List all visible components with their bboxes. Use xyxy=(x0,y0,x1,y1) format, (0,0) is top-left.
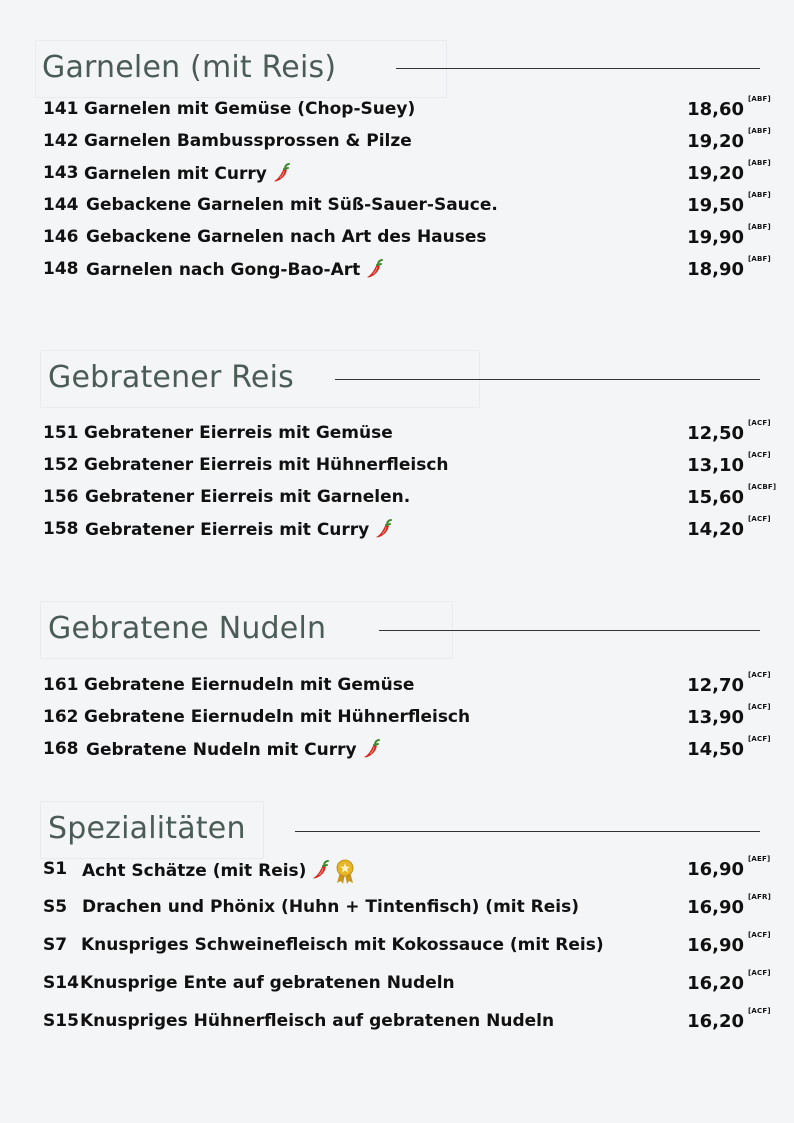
item-name: Gebratene Eiernudeln mit Hühnerfleisch xyxy=(84,707,471,727)
item-name-group xyxy=(84,423,393,443)
allergen-code: [AEF] xyxy=(748,855,771,863)
item-number: 143 xyxy=(43,163,79,183)
section-divider xyxy=(295,831,760,832)
item-name: Gebratener Eierreis mit Curry xyxy=(85,520,370,540)
menu-item xyxy=(43,703,778,731)
item-number: 148 xyxy=(43,259,79,279)
item-price: 13,90 xyxy=(687,707,744,728)
item-number: 162 xyxy=(43,707,79,727)
menu-item xyxy=(43,191,778,219)
item-name: Gebratener Eierreis mit Hühnerfleisch xyxy=(84,455,449,475)
item-name-group xyxy=(85,519,393,540)
item-price: 18,90 xyxy=(687,259,744,280)
item-number: 142 xyxy=(43,131,79,151)
item-number: S5 xyxy=(43,897,68,917)
item-price: 14,20 xyxy=(687,519,744,540)
menu-item xyxy=(43,95,778,123)
allergen-code: [ACF] xyxy=(748,931,771,939)
chili-pepper-icon xyxy=(312,860,330,880)
item-price: 19,50 xyxy=(687,195,744,216)
item-price: 12,50 xyxy=(687,423,744,444)
item-name: Gebratener Eierreis mit Garnelen. xyxy=(85,487,411,507)
item-price: 16,20 xyxy=(687,1011,744,1032)
allergen-code: [ACF] xyxy=(748,671,771,679)
allergen-code: [ACF] xyxy=(748,451,771,459)
item-name-group xyxy=(84,131,412,151)
menu-item xyxy=(43,483,778,511)
item-name-group xyxy=(84,707,470,727)
item-name-group xyxy=(84,455,449,475)
allergen-code: [ACF] xyxy=(748,969,771,977)
item-number: 156 xyxy=(43,487,79,507)
section-title: Spezialitäten xyxy=(48,811,246,846)
item-name-group xyxy=(80,973,455,993)
item-name: Knuspriges Hühnerfleisch auf gebratenen Nudeln xyxy=(80,1011,555,1031)
allergen-code: [ABF] xyxy=(748,223,771,231)
item-number: 168 xyxy=(43,739,79,759)
allergen-code: [ABF] xyxy=(748,159,771,167)
menu-item xyxy=(43,735,778,763)
item-name: Gebackene Garnelen nach Art des Hauses xyxy=(86,227,487,247)
section-title: Garnelen (mit Reis) xyxy=(42,50,337,85)
chili-pepper-icon xyxy=(375,519,393,539)
item-name-group xyxy=(82,859,356,885)
allergen-code: [ACF] xyxy=(748,419,771,427)
item-price: 18,60 xyxy=(687,99,744,120)
chili-pepper-icon xyxy=(273,163,291,183)
item-name: Garnelen mit Curry xyxy=(84,164,267,184)
chili-pepper-icon xyxy=(363,739,381,759)
item-number: 144 xyxy=(43,195,79,215)
allergen-code: [ACBF] xyxy=(748,483,777,491)
section-divider xyxy=(396,68,760,69)
item-name: Gebratene Nudeln mit Curry xyxy=(86,740,357,760)
item-name: Garnelen mit Gemüse (Chop-Suey) xyxy=(84,99,416,119)
item-number: 161 xyxy=(43,675,79,695)
item-name: Gebackene Garnelen mit Süß-Sauer-Sauce. xyxy=(86,195,498,215)
menu-item xyxy=(43,931,778,959)
item-name-group xyxy=(84,163,291,184)
item-price: 16,20 xyxy=(687,973,744,994)
menu-item xyxy=(43,451,778,479)
menu-item xyxy=(43,159,778,187)
item-name: Knuspriges Schweinefleisch mit Kokossauce (mit Reis) xyxy=(81,935,604,955)
item-number: S7 xyxy=(43,935,68,955)
section-title: Gebratener Reis xyxy=(48,360,294,395)
item-name-group xyxy=(81,935,604,955)
item-price: 16,90 xyxy=(687,935,744,956)
item-number: S14 xyxy=(43,973,79,993)
item-name-group xyxy=(84,675,414,695)
section-title: Gebratene Nudeln xyxy=(48,611,327,646)
chili-pepper-icon xyxy=(366,259,384,279)
item-number: 141 xyxy=(43,99,79,119)
menu-item xyxy=(43,419,778,447)
item-price: 19,20 xyxy=(687,131,744,152)
item-name: Garnelen nach Gong-Bao-Art xyxy=(86,260,361,280)
menu-item xyxy=(43,515,778,543)
allergen-code: [ABF] xyxy=(748,255,771,263)
item-price: 16,90 xyxy=(687,859,744,880)
allergen-code: [ABF] xyxy=(748,95,771,103)
item-name-group xyxy=(82,897,579,917)
item-number: S1 xyxy=(43,859,68,879)
item-name: Gebratene Eiernudeln mit Gemüse xyxy=(84,675,415,695)
allergen-code: [ACF] xyxy=(748,1007,771,1015)
item-price: 15,60 xyxy=(687,487,744,508)
allergen-code: [ACF] xyxy=(748,703,771,711)
item-number: 151 xyxy=(43,423,79,443)
menu-item xyxy=(43,255,778,283)
menu-item xyxy=(43,223,778,251)
item-price: 12,70 xyxy=(687,675,744,696)
item-name-group xyxy=(84,99,415,119)
item-name-group xyxy=(86,739,381,760)
allergen-code: [ACF] xyxy=(748,735,771,743)
item-price: 19,90 xyxy=(687,227,744,248)
item-number: S15 xyxy=(43,1011,79,1031)
item-price: 19,20 xyxy=(687,163,744,184)
item-number: 152 xyxy=(43,455,79,475)
menu-item xyxy=(43,1007,778,1035)
menu-item xyxy=(43,855,778,883)
item-number: 158 xyxy=(43,519,79,539)
item-name: Drachen und Phönix (Huhn + Tintenfisch) (mit Reis) xyxy=(82,897,579,917)
item-name-group xyxy=(86,227,487,247)
menu-item xyxy=(43,127,778,155)
item-name-group xyxy=(86,259,384,280)
menu-item xyxy=(43,893,778,921)
menu-item xyxy=(43,969,778,997)
item-name: Knusprige Ente auf gebratenen Nudeln xyxy=(80,973,455,993)
item-name: Acht Schätze (mit Reis) xyxy=(82,861,307,881)
item-price: 14,50 xyxy=(687,739,744,760)
allergen-code: [ABF] xyxy=(748,191,771,199)
section-divider xyxy=(335,379,760,380)
award-ribbon-icon xyxy=(334,859,356,885)
allergen-code: [AFR] xyxy=(748,893,771,901)
allergen-code: [ABF] xyxy=(748,127,771,135)
item-number: 146 xyxy=(43,227,79,247)
item-price: 13,10 xyxy=(687,455,744,476)
item-name-group xyxy=(86,195,498,215)
section-divider xyxy=(379,630,760,631)
item-price: 16,90 xyxy=(687,897,744,918)
item-name-group xyxy=(80,1011,554,1031)
item-name: Garnelen Bambussprossen & Pilze xyxy=(84,131,412,151)
item-name: Gebratener Eierreis mit Gemüse xyxy=(84,423,393,443)
item-name-group xyxy=(85,487,410,507)
menu-item xyxy=(43,671,778,699)
allergen-code: [ACF] xyxy=(748,515,771,523)
